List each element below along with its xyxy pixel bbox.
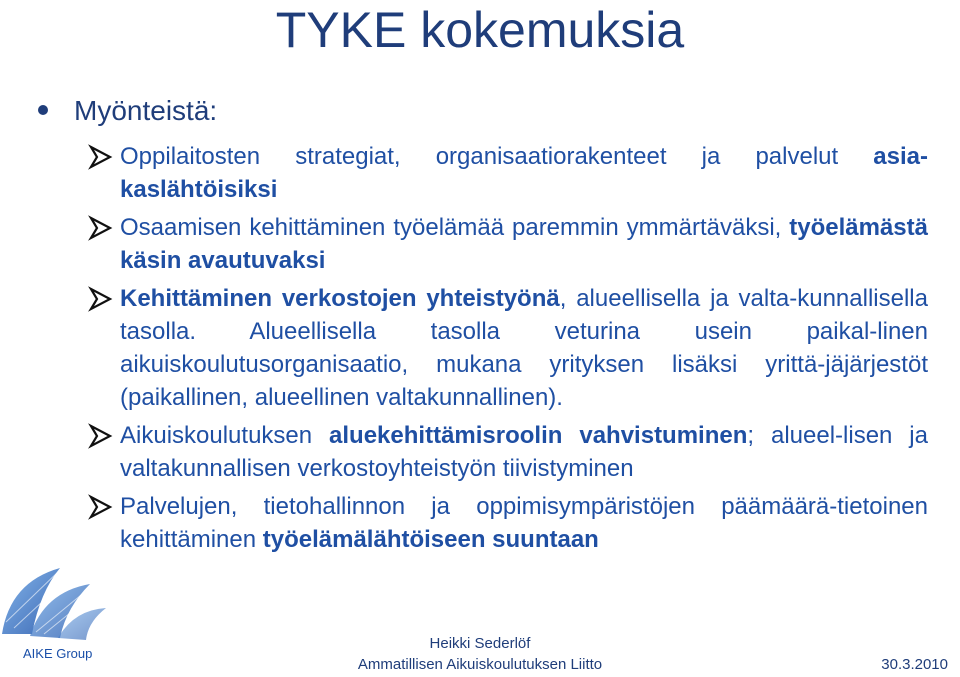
list-item	[88, 211, 928, 277]
logo-text: AIKE Group	[23, 646, 93, 661]
bullet-list	[88, 140, 928, 561]
list-item	[88, 140, 928, 206]
list-item	[88, 282, 928, 414]
slide-title: TYKE kokemuksia	[275, 2, 685, 58]
bold-text-run: aluekehittämisroolin vahvistuminen	[329, 422, 748, 449]
arrow-bullet-icon	[88, 144, 114, 170]
list-item	[88, 490, 928, 556]
text-run: Oppilaitosten strategiat, organisaatiorakenteet ja palvelut	[120, 143, 874, 170]
text-run: Palvelujen, tietohallinnon ja oppimisympäristöjen päämäärä-tietoinen kehittäminen	[120, 493, 928, 553]
footer-organization: Ammatillisen Aikuiskoulutuksen Liitto	[357, 656, 603, 673]
text-run: Aikuiskoulutuksen	[120, 422, 330, 449]
bold-text-run: Kehittäminen verkostojen yhteistyönä	[120, 285, 560, 312]
section-label: Myönteistä:	[74, 95, 218, 126]
bullet-dot-icon	[38, 105, 48, 115]
footer-date: 30.3.2010	[881, 656, 948, 673]
bold-text-run: työelämästä käsin avautuvaksi	[120, 214, 928, 274]
list-item-text	[120, 490, 928, 556]
section-bullet	[38, 94, 217, 128]
list-item-text	[120, 140, 928, 206]
arrow-bullet-icon	[88, 494, 114, 520]
text-run: ; alueel-lisen ja valtakunnallisen verkostoyhteistyön tiivistyminen	[120, 422, 928, 482]
footer-author: Heikki Sederlöf	[429, 635, 531, 652]
text-run: Osaamisen kehittäminen työelämää paremmin ymmärtäväksi,	[120, 214, 790, 241]
text-run: , alueellisella ja valta-kunnallisella tasolla. Alueellisella tasolla veturina usein paikal-linen aikuiskoulutusorganisaatio, mukana yrityksen lisäksi yrittä-jäjärjestöt (paikallinen, alueellinen valtakunnallinen).	[120, 285, 928, 411]
list-item-text	[120, 419, 928, 485]
arrow-bullet-icon	[88, 423, 114, 449]
list-item	[88, 419, 928, 485]
bold-text-run: työelämälähtöiseen suuntaan	[262, 526, 599, 553]
arrow-bullet-icon	[88, 286, 114, 312]
list-item-text	[120, 282, 928, 414]
list-item-text	[120, 211, 928, 277]
aike-logo-icon	[0, 562, 110, 644]
arrow-bullet-icon	[88, 215, 114, 241]
bold-text-run: asia-kaslähtöisiksi	[120, 143, 928, 203]
